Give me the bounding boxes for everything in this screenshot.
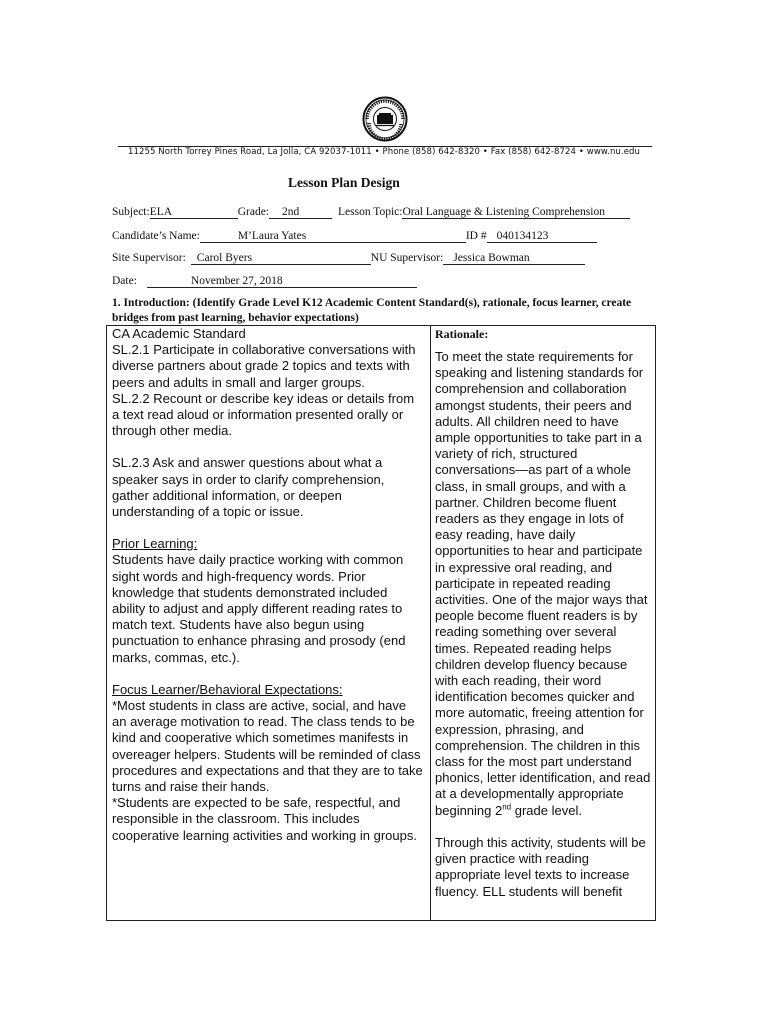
topic-label: Lesson Topic: [338, 206, 403, 218]
topic-value: Oral Language & Listening Comprehension [402, 206, 605, 218]
focus-learner-heading: Focus Learner/Behavioral Expectations: [112, 681, 343, 697]
subject-field[interactable] [150, 206, 238, 219]
supervisor-row [112, 252, 585, 265]
prior-learning-text: Students have daily practice working with common sight words and high-frequency words. Prior knowledge that students demonstrated included ability to adjust and apply different reading rates to match text. Students have also begun using punctuation to enhance phrasing and prosody (end marks, commas, etc.). [112, 552, 406, 665]
focus-learner-text-1: *Most students in class are active, social, and have an average motivation to read. The class tends to be kind and cooperative which sometimes manifests in overeager helpers. Students will be reminded of class procedures and expectations and that they are to take turns and raise their hands. [112, 698, 423, 795]
rationale-text-1a: To meet the state requirements for speaking and listening standards for comprehension and collaboration amongst students, their peers and adults. All children need to have ample opportunities to take part in a variety of rich, structured conversations—as part of a whole class, in small groups, and with a partner. Children become fluent readers as they engage in lots of easy reading, have daily opportunities to hear and participate in expressive oral reading, and participate in repeated reading activities. One of the major ways that people become fluent readers is by reading something over several times. Repeated reading helps children develop fluency because with each reading, their word identification becomes quicker and more automatic, freeing attention for expression, phrasing, and comprehension. The children in this class for the most part understand phonics, letter identification, and read at a developmentally appropriate beginning 2 [435, 349, 651, 818]
candidate-row [112, 230, 597, 243]
subject-value: ELA [149, 206, 173, 218]
rationale-cell [435, 327, 653, 919]
candidate-label: Candidate’s Name: [112, 230, 200, 242]
site-supervisor-value: Carol Byers [196, 252, 253, 264]
site-supervisor-label: Site Supervisor: [112, 252, 186, 264]
date-label: Date: [112, 275, 137, 287]
focus-learner-text-2: *Students are expected to be safe, respectful, and responsible in the classroom. This includes cooperative learning activities and working in groups. [112, 795, 417, 843]
site-supervisor-field[interactable] [191, 252, 371, 265]
nu-supervisor-value: Jessica Bowman [453, 252, 530, 264]
table-column-divider [430, 325, 431, 921]
introduction-heading: 1. Introduction: (Identify Grade Level K12 Academic Content Standard(s), rationale, focus learner, create bridges from past learning, behavior expectations) [112, 297, 632, 324]
id-field[interactable] [487, 230, 597, 243]
standard-sl23: SL.2.3 Ask and answer questions about what a speaker says in order to clarify comprehension, gather additional information, or deepen understanding of a topic or issue. [112, 455, 385, 520]
subject-label: Subject: [112, 206, 150, 218]
standard-sl22: SL.2.2 Recount or describe key ideas or details from a text read aloud or information presented orally or through other media. [112, 390, 415, 439]
standards-cell [112, 326, 424, 844]
nu-supervisor-label: NU Supervisor: [370, 252, 444, 264]
date-row [112, 275, 417, 288]
rationale-paragraph-1 [435, 349, 653, 819]
address-line: 11255 North Torrey Pines Road, La Jolla, CA 92037-1011 • Phone (858) 642-8320 • Fax (858) 642-8724 • www.nu.edu [127, 147, 641, 157]
id-label: ID # [465, 230, 487, 242]
rationale-superscript: nd [502, 802, 512, 812]
candidate-value: M’Laura Yates [237, 230, 307, 242]
university-seal-icon [362, 96, 408, 142]
grade-label: Grade: [237, 206, 269, 218]
date-field[interactable] [147, 275, 417, 288]
candidate-field[interactable] [200, 230, 466, 243]
standard-heading: CA Academic Standard [112, 326, 246, 341]
page-title: Lesson Plan Design [288, 175, 400, 190]
nu-supervisor-field[interactable] [443, 252, 585, 265]
rationale-text-1b: grade level. [511, 802, 582, 818]
id-value: 040134123 [496, 230, 549, 242]
subject-row [112, 206, 630, 219]
topic-field[interactable] [402, 206, 630, 219]
rationale-paragraph-2: Through this activity, students will be given practice with reading appropriate level texts to increase fluency. ELL students will benefit [435, 834, 646, 899]
prior-learning-heading: Prior Learning: [112, 536, 198, 552]
rationale-label: Rationale: [435, 327, 489, 341]
date-value: November 27, 2018 [190, 275, 283, 287]
standard-sl21: SL.2.1 Participate in collaborative conversations with diverse partners about grade 2 topics and texts with peers and adults in small and larger groups. [112, 342, 416, 390]
grade-field[interactable] [269, 206, 332, 219]
grade-value: 2nd [282, 206, 300, 218]
